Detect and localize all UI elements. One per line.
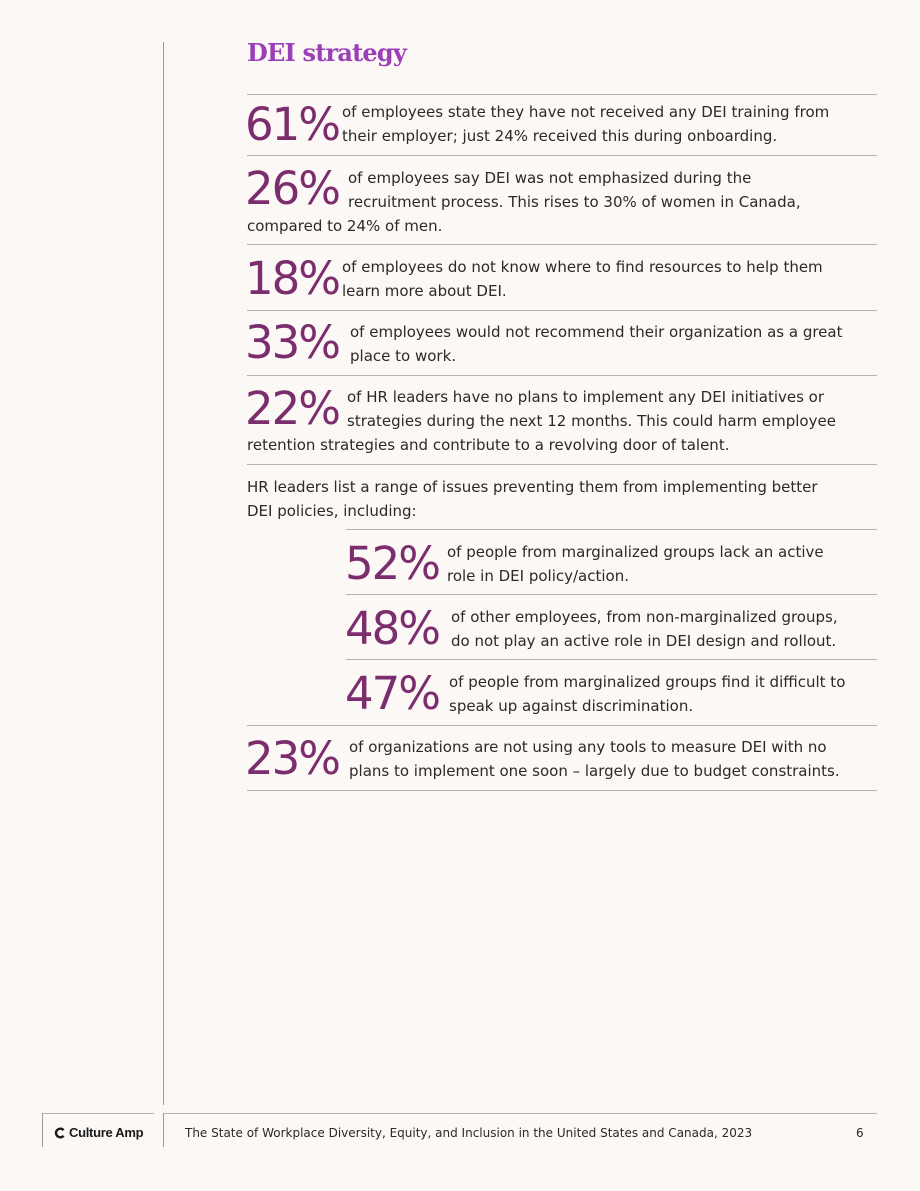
footer-rule bbox=[164, 1113, 877, 1114]
issue-text: speak up against discrimination. bbox=[449, 697, 694, 715]
issue-text: of people from marginalized groups find it difficult to bbox=[449, 673, 846, 691]
divider bbox=[346, 659, 877, 660]
divider bbox=[247, 725, 877, 726]
divider bbox=[247, 94, 877, 95]
page-number: 6 bbox=[856, 1126, 864, 1140]
issue-text: role in DEI policy/action. bbox=[447, 567, 629, 585]
page-title: DEI strategy bbox=[247, 38, 406, 67]
issues-intro: DEI policies, including: bbox=[247, 502, 417, 520]
stat-text: recruitment process. This rises to 30% of women in Canada, bbox=[348, 193, 801, 211]
stat-text: strategies during the next 12 months. This could harm employee bbox=[347, 412, 836, 430]
divider bbox=[346, 529, 877, 530]
stat-number: 33% bbox=[245, 316, 340, 369]
stat-text: of employees would not recommend their organization as a great bbox=[350, 323, 843, 341]
divider bbox=[247, 310, 877, 311]
divider bbox=[247, 375, 877, 376]
stat-number: 61% bbox=[245, 98, 340, 151]
divider bbox=[247, 155, 877, 156]
issues-intro: HR leaders list a range of issues preventing them from implementing better bbox=[247, 478, 818, 496]
stat-text: of employees do not know where to find resources to help them bbox=[342, 258, 823, 276]
issue-number: 52% bbox=[345, 537, 440, 590]
issue-text: do not play an active role in DEI design and rollout. bbox=[451, 632, 837, 650]
margin-rule bbox=[163, 42, 164, 1105]
footer-report-title: The State of Workplace Diversity, Equity, and Inclusion in the United States and Canada, 2023 bbox=[185, 1126, 753, 1140]
issue-number: 48% bbox=[345, 602, 440, 655]
stat-text: learn more about DEI. bbox=[342, 282, 507, 300]
stat-number: 18% bbox=[245, 252, 340, 305]
stat-number: 26% bbox=[245, 162, 340, 215]
stat-text: of HR leaders have no plans to implement any DEI initiatives or bbox=[347, 388, 825, 406]
stat-text: of employees say DEI was not emphasized during the bbox=[348, 169, 752, 187]
logo-text: Culture Amp bbox=[69, 1125, 144, 1140]
stat-text: compared to 24% of men. bbox=[247, 217, 443, 235]
culture-amp-c-icon bbox=[54, 1127, 66, 1139]
footer-left-rule bbox=[42, 1113, 43, 1147]
stat-text: of organizations are not using any tools to measure DEI with no bbox=[349, 738, 827, 756]
stat-text: place to work. bbox=[350, 347, 457, 365]
stat-text: their employer; just 24% received this during onboarding. bbox=[342, 127, 778, 145]
divider bbox=[247, 464, 877, 465]
stat-text: of employees state they have not received any DEI training from bbox=[342, 103, 830, 121]
footer-rule bbox=[42, 1113, 154, 1114]
issue-number: 47% bbox=[345, 667, 440, 720]
stat-number: 23% bbox=[245, 732, 340, 785]
divider bbox=[247, 790, 877, 791]
issue-text: of other employees, from non-marginalized groups, bbox=[451, 608, 838, 626]
issue-text: of people from marginalized groups lack an active bbox=[447, 543, 824, 561]
culture-amp-logo bbox=[54, 1125, 143, 1140]
divider bbox=[346, 594, 877, 595]
stat-number: 22% bbox=[245, 382, 340, 435]
stat-text: plans to implement one soon – largely due to budget constraints. bbox=[349, 762, 840, 780]
divider bbox=[247, 244, 877, 245]
footer-divider-rule bbox=[163, 1113, 164, 1147]
stat-text: retention strategies and contribute to a revolving door of talent. bbox=[247, 436, 730, 454]
